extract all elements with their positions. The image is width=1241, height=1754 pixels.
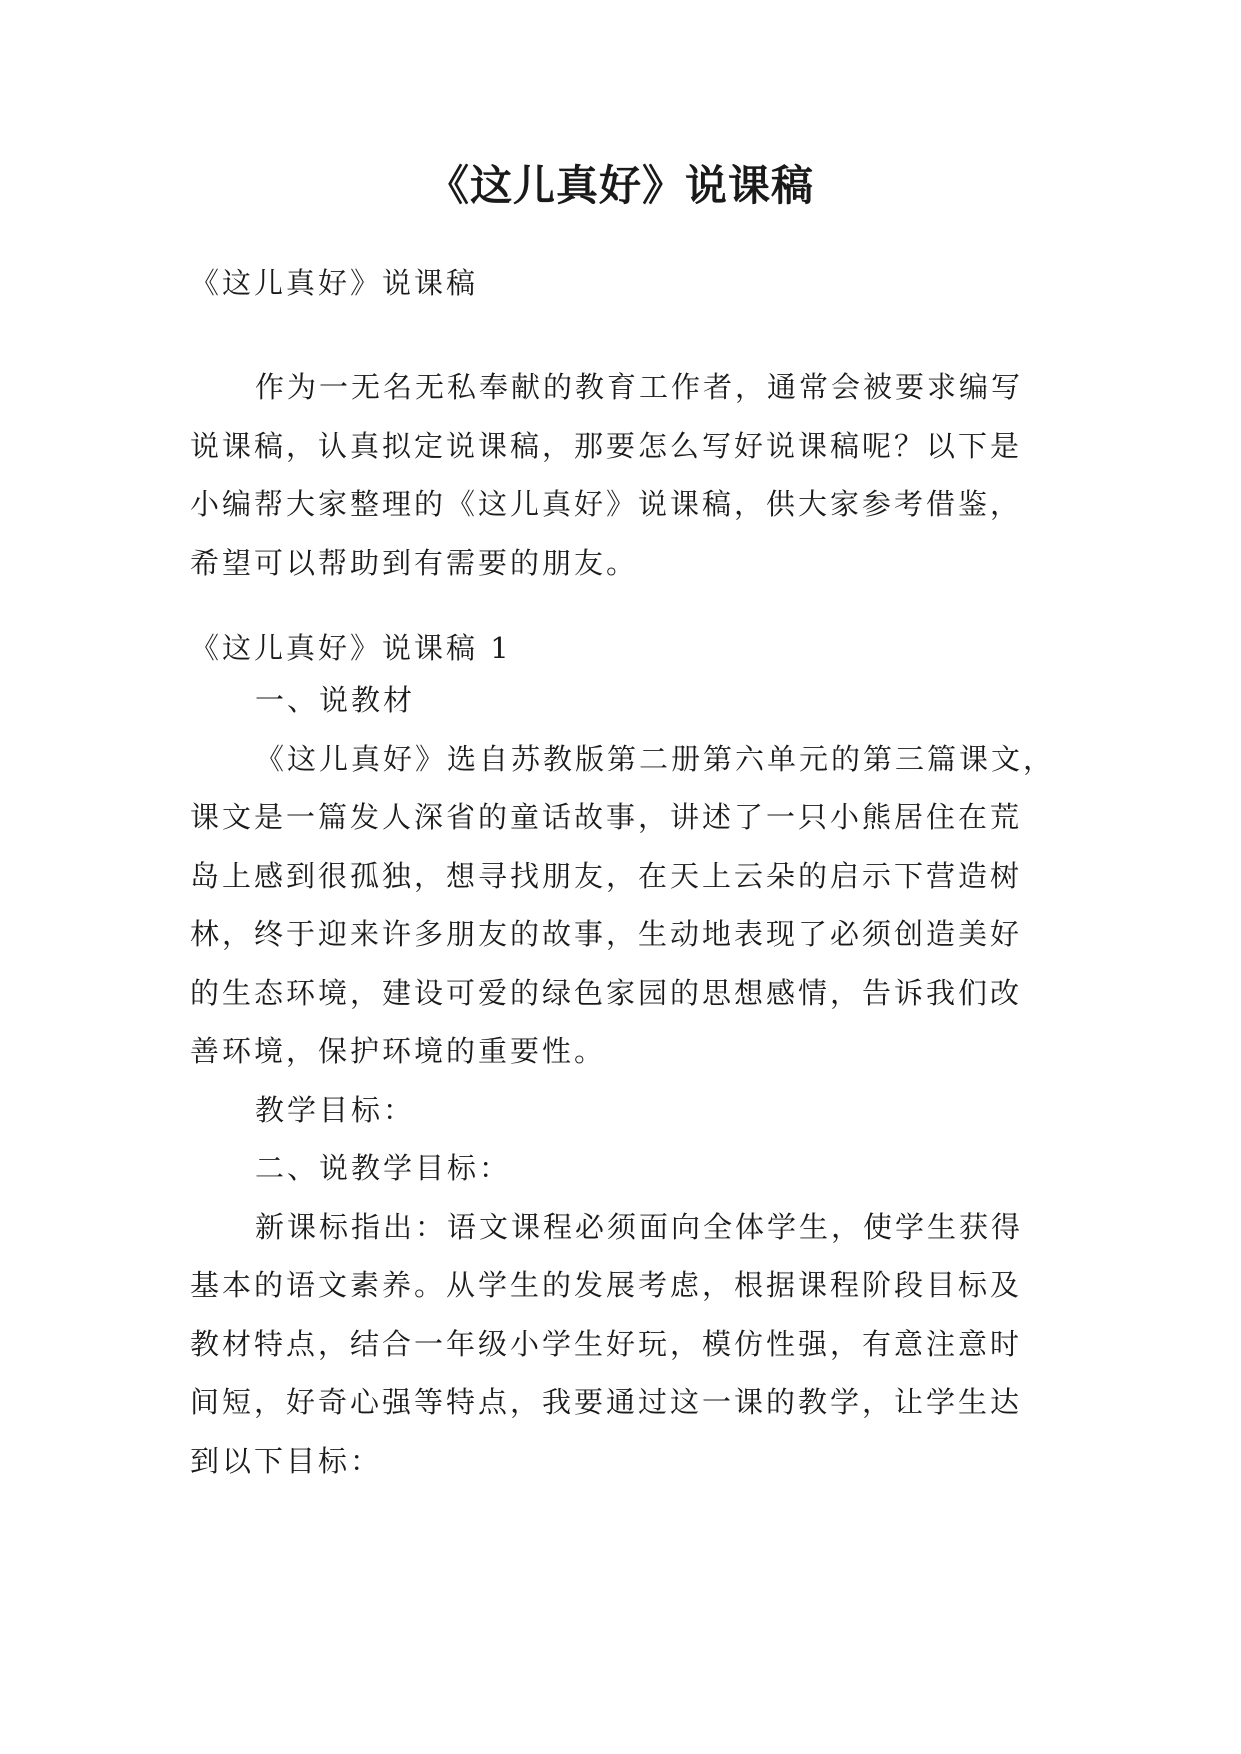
body-line: 到以下目标： (190, 1443, 383, 1478)
body-line: 间短，好奇心强等特点，我要通过这一课的教学，让学生达 (190, 1385, 1023, 1419)
body-line: 新课标指出：语文课程必须面向全体学生，使学生获得 (255, 1209, 1024, 1244)
intro-line: 希望可以帮助到有需要的朋友。 (190, 545, 639, 580)
body-line: 林，终于迎来许多朋友的故事，生动地表现了必须创造美好 (190, 917, 1023, 951)
intro-line: 作为一无名无私奉献的教育工作者，通常会被要求编写 (255, 370, 1024, 404)
document-title: 《这儿真好》说课稿 (426, 161, 814, 210)
section-title: 《这儿真好》说课稿 1 (190, 631, 512, 665)
heading-line: 教学目标： (255, 1092, 416, 1127)
intro-paragraph (190, 358, 1060, 592)
body-line: 课文是一篇发人深省的童话故事，讲述了一只小熊居住在荒 (190, 800, 1023, 834)
document-subtitle: 《这儿真好》说课稿 (190, 266, 479, 300)
body-line: 《这儿真好》选自苏教版第二册第六单元的第三篇课文， (255, 741, 1056, 776)
body-line: 基本的语文素养。从学生的发展考虑，根据课程阶段目标及 (190, 1268, 1023, 1302)
heading-line: 一、说教材 (255, 683, 416, 717)
body-line: 教材特点，结合一年级小学生好玩，模仿性强，有意注意时 (190, 1326, 1023, 1361)
heading-line: 二、说教学目标： (255, 1151, 512, 1185)
body-line: 岛上感到很孤独，想寻找朋友，在天上云朵的启示下营造树 (190, 858, 1023, 893)
body-line: 善环境，保护环境的重要性。 (190, 1034, 607, 1068)
section-body (190, 671, 1060, 1490)
body-line: 的生态环境，建设可爱的绿色家园的思想感情，告诉我们改 (190, 975, 1023, 1010)
intro-line: 小编帮大家整理的《这儿真好》说课稿，供大家参考借鉴， (190, 487, 1023, 521)
intro-line: 说课稿，认真拟定说课稿，那要怎么写好说课稿呢？以下是 (190, 428, 1023, 463)
